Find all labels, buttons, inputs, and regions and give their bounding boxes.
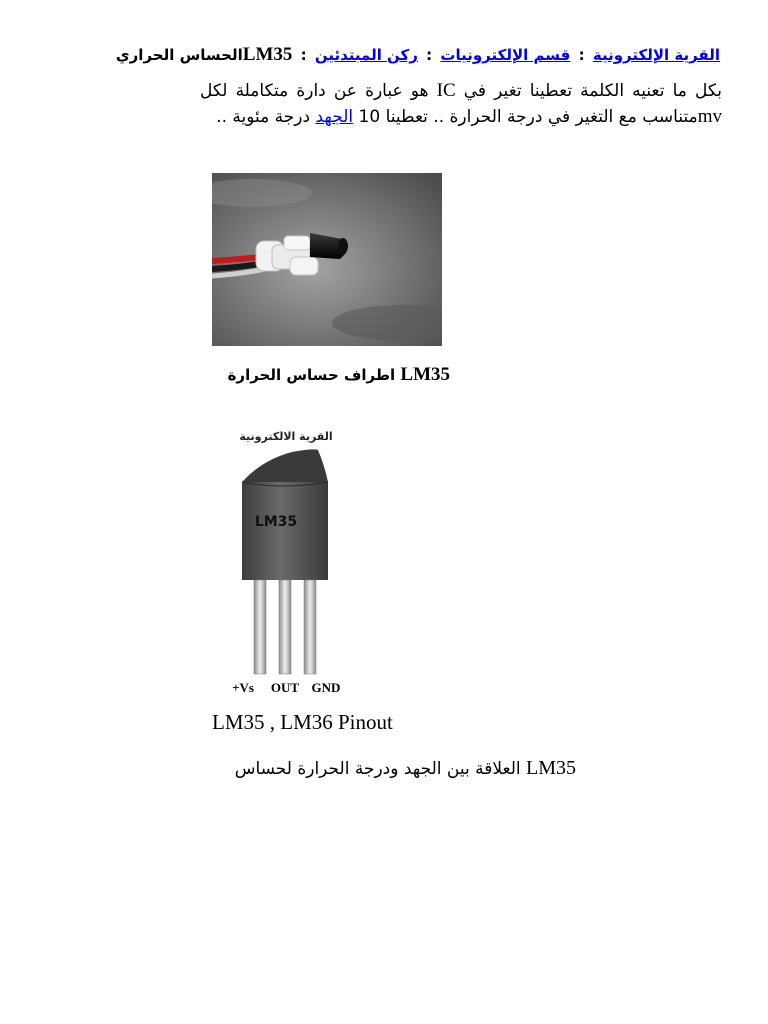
section-link[interactable]: قسم الإلكترونيات [440,46,571,64]
pinout-title [150,364,450,386]
breadcrumb [40,44,720,66]
breadcrumb-separator: : [426,46,433,64]
pin-gnd [304,580,316,674]
pin-label-out: OUT [270,680,300,695]
chip-label: LM35 [254,514,298,530]
pinout-caption: LM35 , LM36 Pinout [212,710,393,734]
page-title-ar: الحساس الحراري [115,46,243,64]
relation-caption [120,757,576,780]
pin-vs [254,580,266,674]
pinout-title-ar: اطراف حساس الحرارة [227,366,396,384]
lm35-pinout-diagram [222,420,352,700]
page-title-en: LM35 [242,44,293,65]
pin-label-vs: +Vs [232,680,254,695]
intro-text: متناسب مع التغير في درجة الحرارة .. تعطينا [385,107,698,127]
voltage-link[interactable]: الجهد [315,107,354,127]
intro-mv: mv [697,106,722,127]
pinout-title-lm35: LM35 [400,364,450,385]
category-link[interactable]: ركن المبتدئين [314,46,418,64]
lm35-pinout-svg [222,420,352,700]
intro-text: هو عبارة عن دارة متكاملة لكل [200,81,429,101]
pin-label-gnd: GND [311,680,341,695]
diagram-watermark: القرية الالكترونية [239,430,333,443]
intro-ic: IC [436,80,456,101]
sensor-photo-drawing [212,173,442,346]
site-link[interactable]: القرية الإلكترونية [592,46,720,64]
breadcrumb-separator: : [300,46,307,64]
intro-paragraph [200,78,722,130]
intro-text: بكل ما تعنيه الكلمة تعطينا تغير في [463,81,722,101]
intro-text: درجة مئوية .. [216,107,311,127]
intro-ten: 10 [358,107,381,127]
relation-caption-ar: العلاقة بين الجهد ودرجة الحرارة لحساس [234,759,521,779]
breadcrumb-separator: : [578,46,585,64]
relation-caption-lm35: LM35 [526,757,576,779]
sensor-photo [212,173,442,346]
pin-out [279,580,291,674]
